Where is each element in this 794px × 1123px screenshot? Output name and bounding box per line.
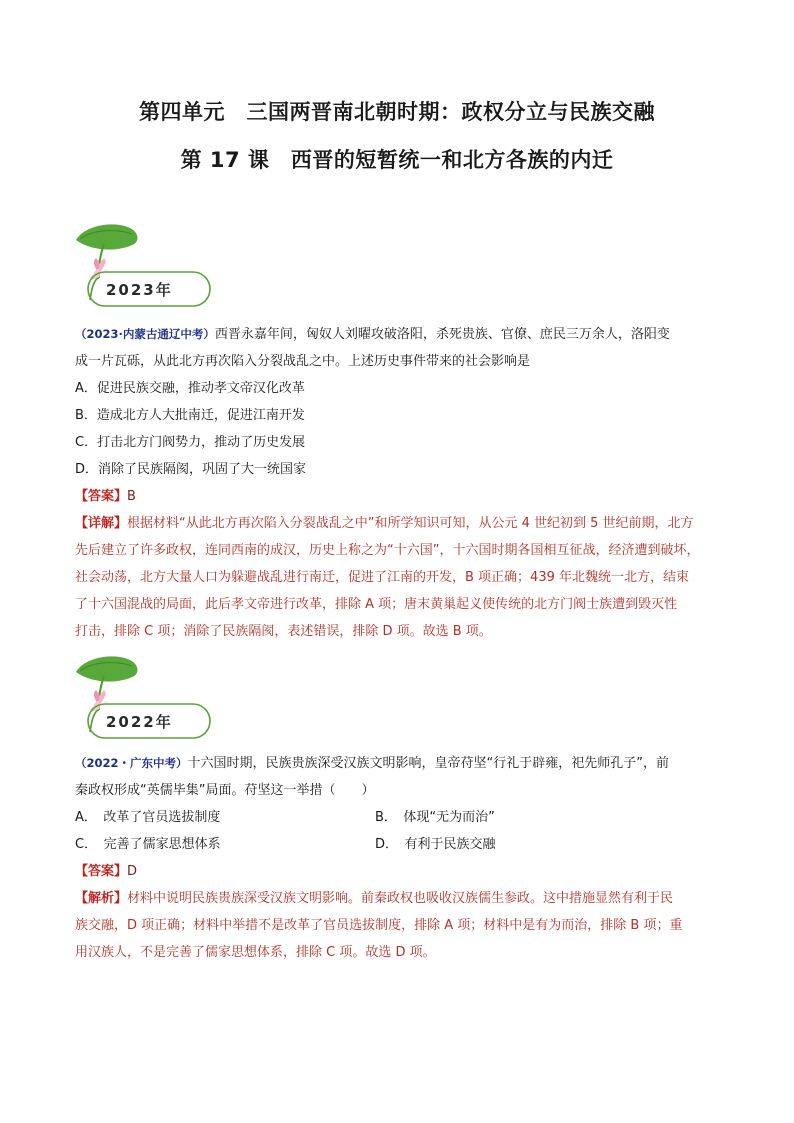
analysis-tag: 【详解】 xyxy=(75,516,128,531)
answer-tag: 【答案】 xyxy=(75,489,128,504)
analysis-text: 打击，排除 C 项；消除了民族隔阂，表述错误，排除 D 项。故选 B 项。 xyxy=(75,624,492,639)
analysis-text: 了十六国混战的局面，此后孝文帝进行改革，排除 A 项；唐末黄巢起义使传统的北方门阀士族遭到毁灭性 xyxy=(75,597,678,612)
option-b: B．造成北方人大批南迁，促进江南开发 xyxy=(75,408,305,423)
stem-text: 十六国时期，民族贵族深受汉族文明影响，皇帝苻坚“行礼于辟雍，祀先师孔子”，前 xyxy=(187,756,669,771)
option-d: D．消除了民族隔阂，巩固了大一统国家 xyxy=(75,462,307,477)
option-c: C． 完善了儒家思想体系 xyxy=(75,837,221,852)
option-d: D． 有利于民族交融 xyxy=(375,837,496,852)
option-c: C．打击北方门阀势力，推动了历史发展 xyxy=(75,435,306,450)
analysis-text: 材料中说明民族贵族深受汉族文明影响。前秦政权也吸收汉族儒生参政。这中措施显然有利于民 xyxy=(127,891,674,906)
analysis-text: 族交融，D 项正确；材料中举措不是改革了官员选拔制度，排除 A 项；材料中是有为而治，排除 B 项；重 xyxy=(75,918,683,933)
stem-text: 西晋永嘉年间，匈奴人刘曜攻破洛阳，杀死贵族、官僚、庶民三万余人，洛阳变 xyxy=(214,327,670,342)
year-badge-2022 xyxy=(72,654,214,744)
stem-line xyxy=(75,321,723,348)
question-2023 xyxy=(75,321,723,645)
option-row xyxy=(75,831,723,858)
answer-line xyxy=(75,858,723,885)
option-a: A． 改革了官员选拔制度 xyxy=(75,810,221,825)
analysis-text: 社会动荡，北方大量人口为躲避战乱进行南迁，促进了江南的开发，B 项正确；439 年北魏统一北方，结束 xyxy=(75,570,689,585)
stem-text: 成一片瓦砾，从此北方再次陷入分裂战乱之中。上述历史事件带来的社会影响是 xyxy=(75,354,531,369)
analysis-text: 根据材料“从此北方再次陷入分裂战乱之中”和所学知识可知，从公元 4 世纪初到 5 世纪前期，北方 xyxy=(127,516,694,531)
answer-tag: 【答案】 xyxy=(75,864,128,879)
question-2022 xyxy=(75,750,723,966)
analysis-tag: 【解析】 xyxy=(75,891,128,906)
option-a: A．促进民族交融，推动孝文帝汉化改革 xyxy=(75,381,305,396)
question-source: （2022・广东中考） xyxy=(75,756,188,770)
answer-value: D xyxy=(127,864,138,879)
stem-line xyxy=(75,750,723,777)
analysis-line xyxy=(75,885,723,912)
option-b: B． 体现“无为而治” xyxy=(375,810,495,825)
answer-line xyxy=(75,483,723,510)
option-row xyxy=(75,804,723,831)
analysis-line xyxy=(75,510,723,537)
year-badge-2023 xyxy=(72,222,214,312)
lesson-title: 第 17 课 西晋的短暂统一和北方各族的内迁 xyxy=(180,148,614,172)
question-source: （2023·内蒙古通辽中考） xyxy=(75,327,215,341)
year-label: 2023年 xyxy=(106,281,173,299)
analysis-text: 先后建立了许多政权，连同西南的成汉，历史上称之为“十六国”，十六国时期各国相互征战，经济遭到破坏， xyxy=(75,543,700,558)
year-label: 2022年 xyxy=(106,713,173,731)
analysis-text: 用汉族人，不是完善了儒家思想体系，排除 C 项。故选 D 项。 xyxy=(75,945,436,960)
unit-title: 第四单元 三国两晋南北朝时期：政权分立与民族交融 xyxy=(139,100,655,124)
stem-text: 秦政权形成“英儒毕集”局面。苻坚这一举措（ ） xyxy=(75,783,375,798)
answer-value: B xyxy=(127,489,136,504)
